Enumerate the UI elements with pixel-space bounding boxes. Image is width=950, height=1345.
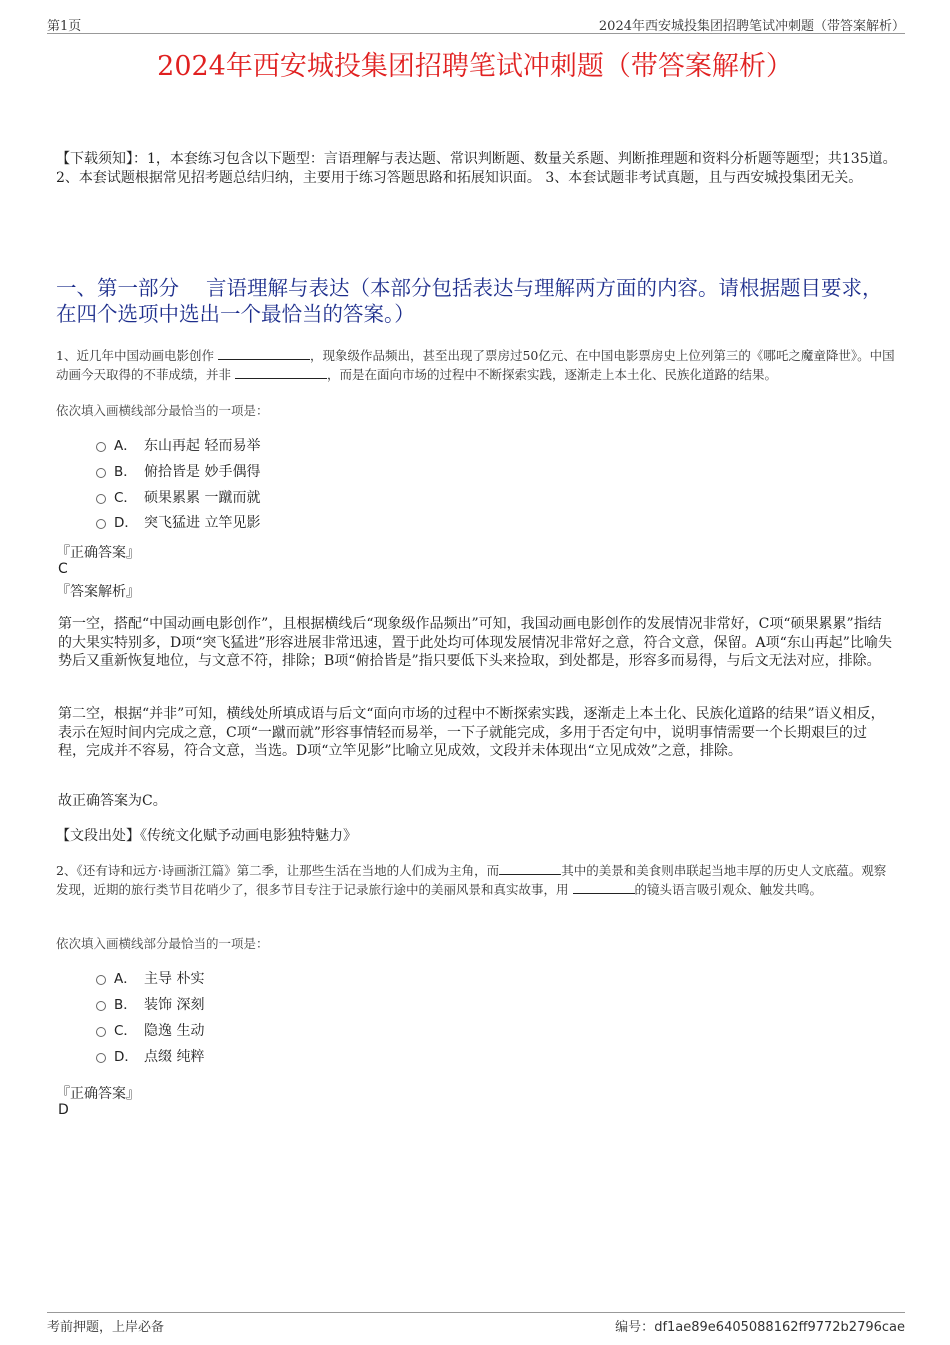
radio-icon[interactable] — [96, 519, 106, 529]
question-1-text — [56, 346, 898, 384]
q1-text-b: ，现象级作品频出，甚至出现了票房过50亿元、在中国电影票房史上位列第三的《哪吒之魔童降世》。中国动画今天取得的不菲成绩，并非 — [56, 348, 895, 382]
q1-analysis-paragraph-1: 第一空，搭配“中国动画电影创作”，且根据横线后“现象级作品频出”可知，我国动画电影创作的发展情况非常好，C项“硕果累累”指结的大果实特别多，D项“突飞猛进”形容进展非常迅速，置于此处均可体现发展情况非常好之意，符合文意，保留。A项“东山再起”比喻失势后又重新恢复地位，与文意不符，排除；B项“俯拾皆是”指只要低下头来捡取，到处都是，形容多而易得，与后文无法对应，排除。 — [58, 616, 892, 669]
option-text: 东山再起 轻而易举 — [144, 438, 261, 454]
radio-icon[interactable] — [96, 975, 106, 985]
q2-text-b: 其中的美景和美食则串联起当地丰厚的历史人文底蕴。观察发现，近期的旅行类节目花哨少了，很多节目专注于记录旅行途中的美丽风景和真实故事，用 — [56, 863, 887, 897]
q2-option-a[interactable] — [96, 969, 204, 989]
option-text: 突飞猛进 立竿见影 — [144, 515, 261, 531]
q1-blank-2 — [235, 365, 327, 379]
q2-text-a: 2、《还有诗和远方·诗画浙江篇》第二季，让那些生活在当地的人们成为主角，而 — [56, 863, 500, 878]
option-text: 装饰 深刻 — [144, 997, 205, 1013]
q1-source: 【文段出处】《传统文化赋予动画电影独特魅力》 — [56, 828, 357, 844]
q2-answer-label: 『正确答案』 — [56, 1086, 140, 1102]
option-letter: C． — [114, 490, 137, 506]
q1-option-b[interactable] — [96, 462, 260, 482]
q2-prompt: 依次填入画横线部分最恰当的一项是： — [56, 936, 269, 951]
option-text: 隐逸 生动 — [144, 1023, 205, 1039]
radio-icon[interactable] — [96, 1027, 106, 1037]
option-letter: B． — [114, 997, 137, 1013]
footer-id-value: df1ae89e6405088162ff9772b2796cae — [654, 1320, 905, 1335]
q1-option-c[interactable] — [96, 488, 260, 508]
page-footer — [47, 1312, 905, 1335]
footer-id-label: 编号： — [615, 1320, 655, 1335]
radio-icon[interactable] — [96, 494, 106, 504]
option-letter: C． — [114, 1023, 137, 1039]
option-letter: D． — [114, 1049, 138, 1065]
page-header — [47, 13, 905, 34]
radio-icon[interactable] — [96, 1053, 106, 1063]
radio-icon[interactable] — [96, 468, 106, 478]
option-text: 点缀 纯粹 — [144, 1049, 205, 1065]
option-letter: B． — [114, 464, 137, 480]
q2-blank-1 — [499, 861, 561, 875]
page-number: 第1页 — [47, 19, 82, 34]
q1-text-a: 1、近几年中国动画电影创作 — [56, 348, 214, 363]
radio-icon[interactable] — [96, 442, 106, 452]
q1-analysis-label: 『答案解析』 — [56, 584, 140, 600]
q2-option-d[interactable] — [96, 1047, 204, 1067]
footer-slogan: 考前押题，上岸必备 — [47, 1320, 165, 1335]
question-2-text — [56, 861, 898, 899]
q1-prompt: 依次填入画横线部分最恰当的一项是： — [56, 403, 269, 418]
option-text: 硕果累累 一蹴而就 — [144, 490, 261, 506]
page-title: 2024年西安城投集团招聘笔试冲刺题（带答案解析） — [157, 51, 793, 82]
option-text: 俯拾皆是 妙手偶得 — [144, 464, 261, 480]
q1-option-a[interactable] — [96, 436, 260, 456]
q2-option-c[interactable] — [96, 1021, 204, 1041]
q2-answer: D — [58, 1102, 69, 1118]
option-text: 主导 朴实 — [144, 971, 205, 987]
q1-option-d[interactable] — [96, 513, 260, 533]
header-doc-title: 2024年西安城投集团招聘笔试冲刺题（带答案解析） — [598, 19, 905, 34]
q1-analysis-paragraph-2: 第二空，根据“并非”可知，横线处所填成语与后文“面向市场的过程中不断探索实践，逐渐走上本土化、民族化道路的结果”语义相反，表示在短时间内完成之意，C项“一蹴而就”形容事情轻而易举，一下子就能完成，多用于否定句中，说明事情需要一个长期艰巨的过程，完成并不容易，符合文意，当选。D项“立竿见影”比喻立见成效，文段并未体现出“立见成效”之意，排除。 — [58, 706, 885, 759]
option-letter: A． — [114, 438, 137, 454]
option-letter: A． — [114, 971, 137, 987]
q2-blank-2 — [573, 880, 635, 894]
footer-id — [615, 1316, 905, 1335]
q1-answer: C — [58, 561, 68, 577]
q1-answer-label: 『正确答案』 — [56, 545, 140, 561]
q1-text-c: ，而是在面向市场的过程中不断探索实践，逐渐走上本土化、民族化道路的结果。 — [327, 367, 778, 382]
q2-option-b[interactable] — [96, 995, 204, 1015]
section-title: 一、第一部分 言语理解与表达（本部分包括表达与理解两方面的内容。请根据题目要求，在四个选项中选出一个最恰当的答案。） — [56, 276, 883, 326]
radio-icon[interactable] — [96, 1001, 106, 1011]
q1-blank-1 — [218, 346, 310, 360]
q1-conclusion: 故正确答案为C。 — [58, 793, 167, 809]
option-letter: D． — [114, 515, 138, 531]
download-notice: 【下载须知】：1，本套练习包含以下题型：言语理解与表达题、常识判断题、数量关系题、判断推理题和资料分析题等题型；共135道。 2、本套试题根据常见招考题总结归纳，主要用于练习答题思路和拓展知识面。 3、本套试题非考试真题，且与西安城投集团无关。 — [56, 151, 897, 186]
q2-text-c: 的镜头语言吸引观众、触发共鸣。 — [634, 882, 823, 897]
